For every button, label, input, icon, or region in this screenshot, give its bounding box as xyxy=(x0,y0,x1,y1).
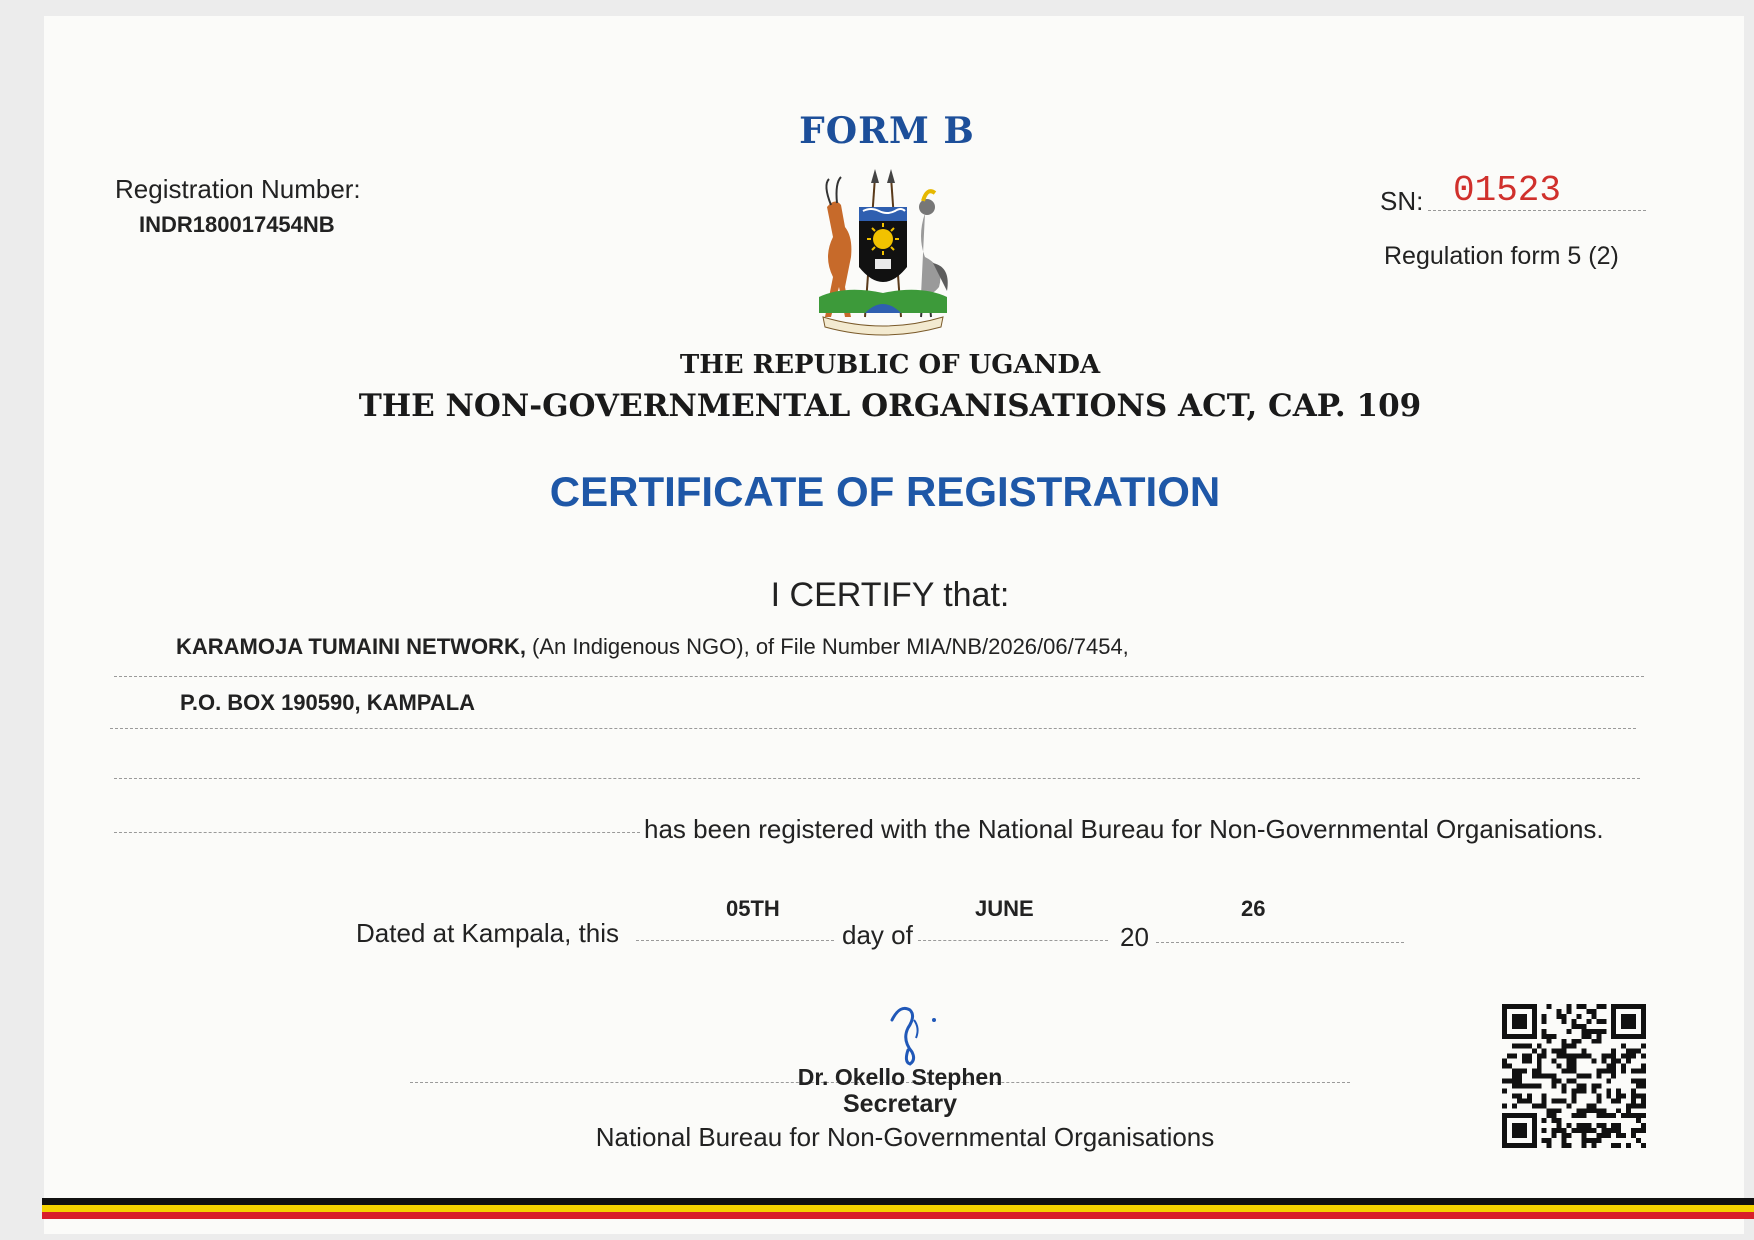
organisation-name: KARAMOJA TUMAINI NETWORK, xyxy=(176,634,526,659)
certify-statement: I CERTIFY that: xyxy=(770,576,1010,614)
flag-stripes xyxy=(42,1198,1754,1228)
day-of-label: day of xyxy=(842,920,913,950)
century-label: 20 xyxy=(1120,922,1149,952)
dated-month-value: JUNE xyxy=(975,896,1034,921)
flag-stripe-yellow xyxy=(42,1205,1754,1212)
day-fill-line xyxy=(636,940,834,941)
flag-stripe-black xyxy=(42,1198,1754,1205)
qr-code-icon xyxy=(1502,1004,1646,1148)
fill-line xyxy=(114,778,1640,779)
serial-number-value: 01523 xyxy=(1453,170,1562,211)
coat-of-arms-icon xyxy=(805,167,961,337)
registration-number-label: Registration Number: xyxy=(115,174,361,204)
dated-day-value: 05TH xyxy=(726,896,780,921)
fill-line xyxy=(114,832,640,833)
month-fill-line xyxy=(918,940,1108,941)
signature-mark xyxy=(886,998,946,1068)
flag-stripe-red xyxy=(42,1212,1754,1219)
act-heading: THE NON-GOVERNMENTAL ORGANISATIONS ACT, CAP. 109 xyxy=(358,388,1422,424)
dated-at-label: Dated at Kampala, this xyxy=(356,918,620,948)
certificate-title: CERTIFICATE OF REGISTRATION xyxy=(549,468,1221,515)
regulation-form-label: Regulation form 5 (2) xyxy=(1384,242,1619,270)
dated-year-value: 26 xyxy=(1241,896,1266,921)
serial-number-label: SN: xyxy=(1380,186,1424,216)
year-fill-line xyxy=(1156,942,1404,943)
registration-number-value: INDR180017454NB xyxy=(139,212,335,237)
signatory-name: Dr. Okello Stephen xyxy=(797,1064,1003,1090)
organisation-line xyxy=(176,634,1129,660)
serial-number-underline xyxy=(1428,210,1646,211)
registration-statement: has been registered with the National Bureau for Non-Governmental Organisations. xyxy=(644,814,1604,844)
form-title: FORM B xyxy=(799,110,975,152)
organisation-address: P.O. BOX 190590, KAMPALA xyxy=(180,690,476,715)
republic-heading: THE REPUBLIC OF UGANDA xyxy=(679,350,1101,380)
fill-line xyxy=(114,676,1644,677)
fill-line xyxy=(110,728,1636,729)
organisation-details: (An Indigenous NGO), of File Number MIA/NB/2026/06/7454, xyxy=(525,634,1129,659)
signatory-organisation: National Bureau for Non-Governmental Organisations xyxy=(595,1122,1215,1152)
signatory-title: Secretary xyxy=(843,1090,957,1118)
